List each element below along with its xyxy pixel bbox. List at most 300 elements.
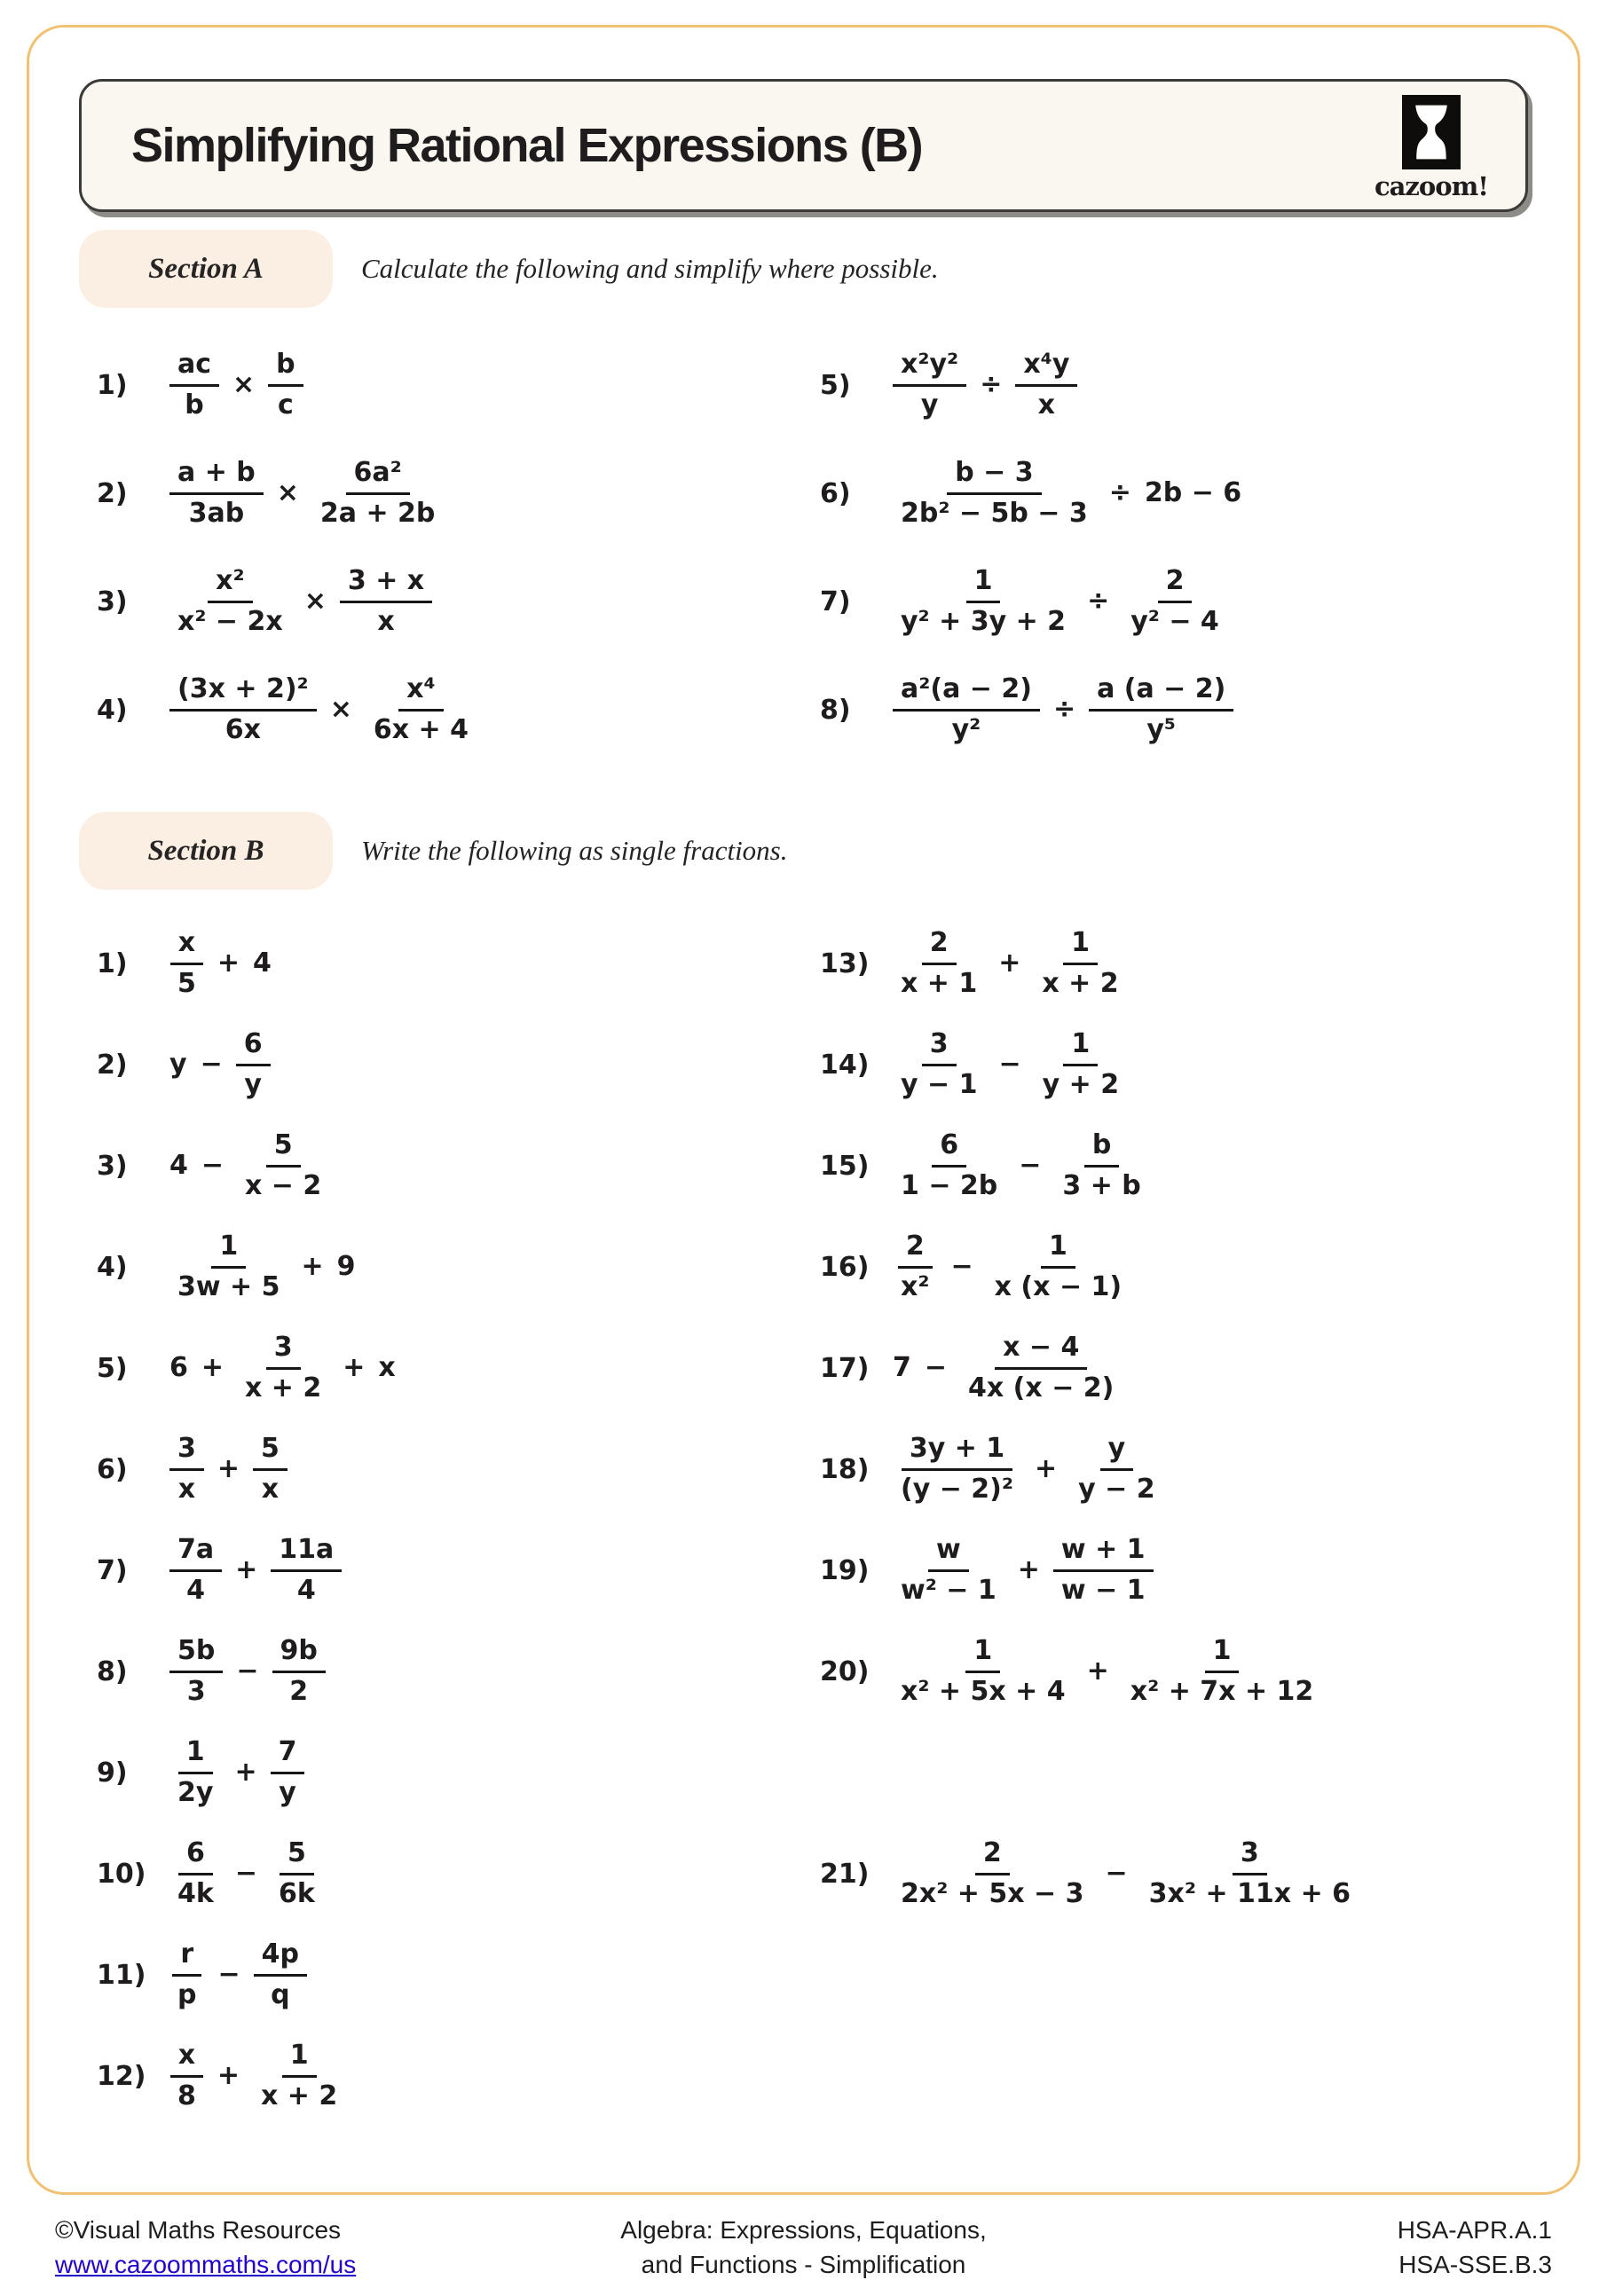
operator: − — [1105, 1857, 1128, 1889]
denominator: 4x (x − 2) — [968, 1372, 1115, 1404]
numerator: 9b — [272, 1636, 326, 1673]
fraction — [893, 1838, 1092, 1909]
problem-number: 5) — [820, 369, 851, 401]
operator: + — [343, 1351, 366, 1383]
numerator: 2 — [898, 1231, 933, 1269]
denominator: y⁵ — [1146, 713, 1177, 745]
fraction — [169, 1737, 221, 1808]
denominator: 6k — [278, 1877, 315, 1909]
denominator: 4 — [296, 1574, 316, 1606]
worksheet-frame — [27, 25, 1580, 2195]
section-a-badge: Section A — [79, 230, 333, 308]
numerator: 5 — [280, 1838, 314, 1875]
problem-number: 1) — [97, 947, 128, 979]
fraction — [169, 1838, 222, 1909]
term: 7 — [893, 1351, 911, 1383]
operator: − — [201, 1149, 225, 1181]
problem-16 — [802, 1216, 1528, 1317]
expression — [169, 458, 443, 529]
denominator: 2x² + 5x − 3 — [901, 1877, 1084, 1909]
problem-number: 3) — [97, 1150, 128, 1182]
fraction — [268, 350, 303, 421]
fraction — [1070, 1434, 1162, 1505]
problem-number: 7) — [97, 1554, 128, 1586]
problem-number: 3) — [97, 586, 128, 617]
problem-19 — [802, 1520, 1528, 1621]
fraction — [1054, 1130, 1148, 1201]
numerator: 5b — [169, 1636, 223, 1673]
problem-3 — [79, 547, 802, 656]
fraction — [1089, 674, 1233, 745]
denominator: 2b² − 5b − 3 — [901, 497, 1088, 529]
term: 4 — [253, 947, 272, 979]
expression — [893, 928, 1127, 999]
denominator: q — [271, 1978, 290, 2010]
expression — [893, 1434, 1163, 1505]
numerator: 3 — [266, 1333, 301, 1370]
numerator: 1 — [1041, 1231, 1075, 1269]
denominator: y² − 4 — [1130, 605, 1219, 637]
footer-credit — [55, 2213, 554, 2282]
expression — [169, 1029, 271, 1100]
numerator: a²(a − 2) — [893, 674, 1040, 712]
denominator: p — [177, 1978, 197, 2010]
problem-number: 14) — [820, 1049, 870, 1081]
problem-6 — [79, 1419, 802, 1520]
fraction — [893, 458, 1096, 529]
numerator: 1 — [1205, 1636, 1240, 1673]
problem-number: 19) — [820, 1554, 870, 1586]
denominator: y − 1 — [901, 1068, 978, 1100]
fraction — [271, 1838, 323, 1909]
denominator: w² − 1 — [901, 1574, 996, 1606]
term: 2b − 6 — [1144, 476, 1242, 508]
fraction — [1035, 1029, 1127, 1100]
problem-number: 2) — [97, 1049, 128, 1081]
expression — [893, 1636, 1321, 1707]
fraction — [169, 1434, 204, 1505]
operator: + — [234, 1756, 257, 1788]
fraction — [236, 1029, 271, 1100]
problem-7 — [79, 1520, 802, 1621]
problem-15 — [802, 1115, 1528, 1216]
problem-12 — [79, 2025, 802, 2127]
expression — [893, 566, 1227, 637]
denominator: x² + 7x + 12 — [1130, 1675, 1314, 1707]
denominator: y — [279, 1776, 296, 1808]
numerator: x — [170, 2040, 203, 2078]
numerator: 5 — [253, 1434, 288, 1471]
numerator: ac — [169, 350, 219, 387]
denominator: 6x — [225, 713, 261, 745]
expression — [893, 1029, 1127, 1100]
problem-number: 6) — [97, 1453, 128, 1485]
numerator: 3 — [169, 1434, 204, 1471]
problem-9 — [79, 1722, 802, 1823]
fraction — [893, 566, 1074, 637]
numerator: (3x + 2)² — [169, 674, 317, 712]
numerator: 2 — [1158, 566, 1193, 603]
problem-number: 13) — [820, 947, 870, 979]
expression — [169, 1434, 288, 1505]
denominator: w − 1 — [1060, 1574, 1146, 1606]
problem-1 — [79, 331, 802, 439]
denominator: y — [244, 1068, 262, 1100]
numerator: w + 1 — [1053, 1535, 1154, 1572]
numerator: 4p — [254, 1939, 307, 1977]
fraction — [1034, 928, 1126, 999]
denominator: x — [1037, 389, 1056, 421]
expression — [169, 1535, 342, 1606]
denominator: x — [177, 1473, 196, 1505]
fraction — [169, 2040, 204, 2111]
fraction — [169, 674, 317, 745]
fraction — [893, 674, 1040, 745]
problem-number: 2) — [97, 477, 128, 509]
denominator: x — [377, 605, 395, 637]
section-b-header — [79, 812, 1528, 890]
expression — [169, 1939, 307, 2010]
fraction — [893, 1231, 938, 1302]
expression — [893, 458, 1241, 529]
problem-number: 12) — [97, 2060, 146, 2092]
operator: ÷ — [1108, 476, 1131, 508]
fraction — [987, 1231, 1130, 1302]
problem-number: 11) — [97, 1959, 146, 1991]
problem-number: 20) — [820, 1655, 870, 1687]
operator: ÷ — [1052, 693, 1076, 725]
problem-number: 4) — [97, 1251, 128, 1283]
problem-number: 18) — [820, 1453, 870, 1485]
problem-21 — [802, 1823, 1528, 1924]
denominator: 8 — [177, 2080, 196, 2111]
section-b-instruction: Write the following as single fractions. — [361, 835, 788, 866]
numerator: 7 — [271, 1737, 305, 1774]
problem-number: 4) — [97, 694, 128, 726]
numerator: a + b — [169, 458, 264, 495]
numerator: x⁴ — [398, 674, 444, 712]
denominator: y² + 3y + 2 — [901, 605, 1067, 637]
copyright-text: ©Visual Maths Resources — [55, 2216, 342, 2244]
numerator: x — [170, 928, 203, 965]
numerator: 5 — [266, 1130, 301, 1168]
operator: − — [950, 1250, 973, 1282]
problem-11 — [79, 1924, 802, 2025]
fraction — [254, 1939, 307, 2010]
expression — [893, 1535, 1154, 1606]
problem-8 — [802, 656, 1528, 764]
standard-code-2: HSA-SSE.B.3 — [1398, 2251, 1552, 2279]
operator: ÷ — [1087, 585, 1110, 617]
operator: − — [1019, 1149, 1042, 1181]
fraction — [169, 566, 291, 637]
section-b-badge: Section B — [79, 812, 333, 890]
denominator: x² − 2x — [177, 605, 283, 637]
expression — [169, 566, 432, 637]
denominator: 5 — [177, 967, 196, 999]
problem-7 — [802, 547, 1528, 656]
problem-5 — [79, 1317, 802, 1419]
operator: − — [998, 1048, 1021, 1080]
problem-2 — [79, 1014, 802, 1115]
footer-standards — [1053, 2213, 1552, 2282]
term: x — [378, 1351, 396, 1383]
problem-number: 21) — [820, 1858, 870, 1890]
problem-20 — [802, 1621, 1528, 1722]
numerator: 6 — [178, 1838, 213, 1875]
problem-number: 9) — [97, 1757, 128, 1789]
fraction — [893, 1130, 1005, 1201]
problem-number: 10) — [97, 1858, 146, 1890]
problem-4 — [79, 1216, 802, 1317]
expression — [893, 674, 1233, 745]
problem-number: 6) — [820, 477, 851, 509]
expression — [169, 350, 303, 421]
denominator: y — [920, 389, 939, 421]
website-link[interactable]: www.cazoommaths.com/us — [55, 2251, 357, 2279]
topic-line-2: and Functions - Simplification — [641, 2251, 966, 2279]
numerator: b − 3 — [947, 458, 1041, 495]
denominator: 3x² + 11x + 6 — [1148, 1877, 1351, 1909]
term: 9 — [336, 1250, 356, 1282]
operator: ÷ — [980, 368, 1003, 400]
expression — [893, 1333, 1122, 1404]
denominator: 2y — [177, 1776, 214, 1808]
problem-number: 16) — [820, 1251, 870, 1283]
operator: + — [217, 947, 240, 979]
denominator: x² + 5x + 4 — [901, 1675, 1066, 1707]
operator: + — [217, 2059, 240, 2091]
numerator: 7a — [169, 1535, 222, 1572]
numerator: 6a² — [346, 458, 410, 495]
denominator: (y − 2)² — [901, 1473, 1014, 1505]
operator: + — [301, 1250, 324, 1282]
operator: × — [303, 585, 327, 617]
fraction — [169, 350, 219, 421]
problem-1 — [79, 913, 802, 1014]
expression — [169, 1636, 326, 1707]
expression — [169, 1130, 329, 1201]
problem-18 — [802, 1419, 1528, 1520]
term: y — [169, 1048, 187, 1080]
expression — [893, 350, 1077, 421]
problem-3 — [79, 1115, 802, 1216]
problem-number: 17) — [820, 1352, 870, 1384]
problem-6 — [802, 439, 1528, 547]
expression — [169, 1333, 396, 1404]
fraction — [340, 566, 432, 637]
numerator: 1 — [282, 2040, 317, 2078]
denominator: 2a + 2b — [319, 497, 436, 529]
numerator: y — [1100, 1434, 1134, 1471]
page-title: Simplifying Rational Expressions (B) — [131, 119, 923, 172]
numerator: r — [172, 1939, 201, 1977]
expression — [169, 674, 477, 745]
cazoom-logo — [1375, 95, 1488, 201]
problem-14 — [802, 1014, 1528, 1115]
numerator: 3 — [1233, 1838, 1267, 1875]
denominator: 1 − 2b — [901, 1169, 998, 1201]
problem-4 — [79, 656, 802, 764]
fraction — [271, 1737, 305, 1808]
term: 6 — [169, 1351, 188, 1383]
denominator: x — [261, 1473, 280, 1505]
section-a-header — [79, 230, 1528, 308]
denominator: 2 — [289, 1675, 309, 1707]
fraction — [272, 1636, 326, 1707]
denominator: x² — [901, 1270, 930, 1302]
denominator: x + 1 — [901, 967, 978, 999]
drum-icon — [1402, 95, 1461, 169]
fraction — [169, 1535, 222, 1606]
numerator: 6 — [932, 1130, 966, 1168]
denominator: 4 — [186, 1574, 205, 1606]
denominator: c — [278, 389, 294, 421]
operator: − — [200, 1048, 223, 1080]
problem-number: 5) — [97, 1352, 128, 1384]
topic-line-1: Algebra: Expressions, Equations, — [620, 2216, 987, 2244]
brand-name: cazoom! — [1374, 171, 1488, 201]
section-a-instruction: Calculate the following and simplify where possible. — [361, 253, 939, 284]
section-a-problems — [79, 331, 1528, 764]
denominator: 3w + 5 — [177, 1270, 280, 1302]
numerator: 1 — [966, 566, 1001, 603]
fraction — [312, 458, 444, 529]
numerator: x − 4 — [995, 1333, 1087, 1370]
expression — [169, 1737, 304, 1808]
operator: + — [998, 947, 1021, 979]
denominator: x + 2 — [245, 1372, 322, 1404]
denominator: y² — [951, 713, 981, 745]
operator: + — [1017, 1553, 1040, 1585]
problem-number: 8) — [820, 694, 851, 726]
expression — [169, 2040, 345, 2111]
operator: − — [236, 1655, 259, 1687]
numerator: b — [268, 350, 303, 387]
operator: − — [924, 1351, 948, 1383]
numerator: 1 — [1063, 928, 1098, 965]
numerator: x⁴y — [1015, 350, 1077, 387]
numerator: 11a — [271, 1535, 342, 1572]
denominator: 3 — [186, 1675, 206, 1707]
denominator: y − 2 — [1078, 1473, 1155, 1505]
fraction — [893, 1434, 1021, 1505]
numerator: 3 — [922, 1029, 957, 1066]
problem-5 — [802, 331, 1528, 439]
fraction — [960, 1333, 1122, 1404]
fraction — [893, 1636, 1074, 1707]
operator: + — [1086, 1655, 1109, 1687]
operator: − — [217, 1958, 240, 1990]
problem-2 — [79, 439, 802, 547]
problem-10 — [79, 1823, 802, 1924]
denominator: x + 2 — [1042, 967, 1119, 999]
numerator: a (a − 2) — [1089, 674, 1233, 712]
problem-17 — [802, 1317, 1528, 1419]
operator: + — [235, 1553, 258, 1585]
fraction — [169, 928, 204, 999]
fraction — [1123, 1636, 1322, 1707]
fraction — [1141, 1838, 1359, 1909]
expression — [169, 1231, 356, 1302]
standard-code-1: HSA-APR.A.1 — [1397, 2216, 1552, 2244]
operator: + — [1035, 1452, 1058, 1484]
denominator: x (x − 1) — [994, 1270, 1123, 1302]
operator: × — [276, 476, 299, 508]
denominator: 3 + b — [1062, 1169, 1141, 1201]
problem-8 — [79, 1621, 802, 1722]
problem-number: 7) — [820, 586, 851, 617]
denominator: b — [185, 389, 204, 421]
numerator: 2 — [975, 1838, 1010, 1875]
fraction — [1053, 1535, 1154, 1606]
numerator: 2 — [922, 928, 957, 965]
denominator: y + 2 — [1042, 1068, 1120, 1100]
numerator: 3y + 1 — [902, 1434, 1012, 1471]
expression — [893, 1838, 1359, 1909]
numerator: x² — [208, 566, 253, 603]
operator: × — [232, 368, 256, 400]
fraction — [366, 674, 477, 745]
operator: × — [329, 693, 352, 725]
drum-icon-glyph — [1411, 100, 1452, 164]
numerator: w — [928, 1535, 969, 1572]
operator: + — [201, 1351, 225, 1383]
fraction — [169, 1636, 223, 1707]
fraction — [253, 2040, 345, 2111]
footer-topic — [555, 2213, 1053, 2282]
problem-13 — [802, 913, 1528, 1014]
problem-number: 15) — [820, 1150, 870, 1182]
problem-number: 1) — [97, 369, 128, 401]
section-b-problems — [79, 913, 1528, 2127]
numerator: 1 — [178, 1737, 213, 1774]
fraction — [1123, 566, 1227, 637]
numerator: b — [1084, 1130, 1119, 1168]
term: 4 — [169, 1149, 188, 1181]
fraction — [169, 1939, 204, 2010]
fraction — [893, 1029, 985, 1100]
fraction — [893, 1535, 1004, 1606]
expression — [169, 1838, 323, 1909]
fraction — [1015, 350, 1077, 421]
fraction — [271, 1535, 342, 1606]
numerator: x²y² — [893, 350, 966, 387]
denominator: 4k — [177, 1877, 214, 1909]
expression — [893, 1130, 1149, 1201]
denominator: 6x + 4 — [373, 713, 469, 745]
fraction — [169, 1231, 288, 1302]
expression — [169, 928, 272, 999]
fraction — [893, 350, 966, 421]
fraction — [169, 458, 264, 529]
numerator: 3 + x — [340, 566, 432, 603]
fraction — [893, 928, 985, 999]
fraction — [237, 1130, 329, 1201]
denominator: x + 2 — [261, 2080, 338, 2111]
fraction — [253, 1434, 288, 1505]
fraction — [237, 1333, 329, 1404]
numerator: 1 — [1063, 1029, 1098, 1066]
footer — [55, 2213, 1552, 2282]
denominator: x − 2 — [245, 1169, 322, 1201]
numerator: 6 — [236, 1029, 271, 1066]
operator: + — [217, 1452, 240, 1484]
title-box — [79, 79, 1528, 212]
problem-number: 8) — [97, 1655, 128, 1687]
operator: − — [234, 1857, 257, 1889]
numerator: 1 — [965, 1636, 1000, 1673]
